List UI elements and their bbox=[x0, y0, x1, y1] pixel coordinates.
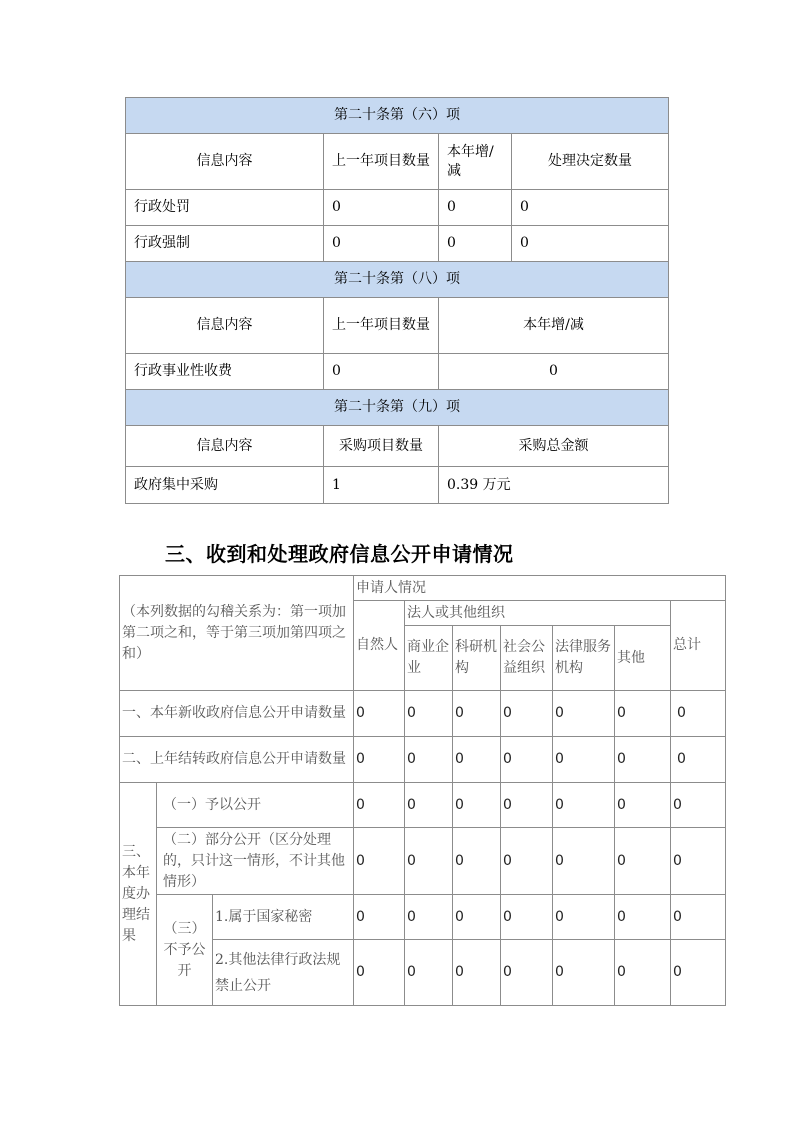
table-row bbox=[126, 190, 669, 226]
cell-value: 0 bbox=[671, 691, 726, 737]
header-prev-year-count: 上一年项目数量 bbox=[324, 134, 439, 190]
section-heading: 三、收到和处理政府信息公开申请情况 bbox=[165, 542, 514, 566]
cell-value: 0 bbox=[671, 895, 726, 940]
cell-value: 0 bbox=[453, 691, 501, 737]
article-20-table bbox=[125, 97, 669, 504]
row-label: 1.属于国家秘密 bbox=[213, 895, 354, 940]
cell-value: 0 bbox=[615, 691, 671, 737]
row-label: （二）部分公开（区分处理的，只计这一情形，不计其他情形） bbox=[157, 828, 354, 895]
section-9-title: 第二十条第（九）项 bbox=[126, 390, 669, 426]
cell-value: 0 bbox=[501, 691, 553, 737]
cell-value: 0.39 万元 bbox=[439, 467, 669, 504]
table-row bbox=[126, 226, 669, 262]
header-info-content: 信息内容 bbox=[126, 134, 324, 190]
header-info-content: 信息内容 bbox=[126, 298, 324, 354]
header-change: 本年增/减 bbox=[439, 298, 669, 354]
cell-value: 0 bbox=[324, 190, 439, 226]
cell-value: 0 bbox=[501, 895, 553, 940]
table-row bbox=[126, 467, 669, 504]
cell-value: 0 bbox=[553, 940, 615, 1006]
cell-value: 0 bbox=[453, 895, 501, 940]
cell-value: 0 bbox=[615, 737, 671, 783]
section-8-title: 第二十条第（八）项 bbox=[126, 262, 669, 298]
table-row bbox=[120, 691, 726, 737]
total-header: 总计 bbox=[671, 601, 726, 691]
cell-value: 0 bbox=[671, 737, 726, 783]
cell-value: 0 bbox=[324, 226, 439, 262]
cell-value: 0 bbox=[553, 691, 615, 737]
cell-value: 0 bbox=[453, 783, 501, 828]
org-type-research: 科研机构 bbox=[453, 626, 501, 691]
table-row bbox=[120, 828, 726, 895]
cell-value: 0 bbox=[501, 828, 553, 895]
cell-value: 0 bbox=[405, 940, 453, 1006]
cell-value: 0 bbox=[354, 691, 405, 737]
cell-value: 0 bbox=[405, 783, 453, 828]
cell-value: 0 bbox=[671, 783, 726, 828]
org-type-legal-service: 法律服务机构 bbox=[553, 626, 615, 691]
cell-value: 0 bbox=[553, 783, 615, 828]
table-row bbox=[126, 354, 669, 390]
cell-value: 0 bbox=[439, 354, 669, 390]
cell-value: 0 bbox=[405, 895, 453, 940]
cell-value: 0 bbox=[354, 940, 405, 1006]
cell-value: 0 bbox=[553, 895, 615, 940]
row-label: 行政强制 bbox=[126, 226, 324, 262]
cell-value: 0 bbox=[501, 940, 553, 1006]
cell-value: 0 bbox=[354, 737, 405, 783]
header-change: 本年增/减 bbox=[439, 134, 512, 190]
header-purchase-amount: 采购总金额 bbox=[439, 426, 669, 467]
information-request-table bbox=[119, 575, 726, 1006]
table-row bbox=[120, 895, 726, 940]
header-decision-count: 处理决定数量 bbox=[512, 134, 669, 190]
row-label: 二、上年结转政府信息公开申请数量 bbox=[120, 737, 354, 783]
cell-value: 0 bbox=[553, 737, 615, 783]
org-type-commercial: 商业企业 bbox=[405, 626, 453, 691]
row-label: 一、本年新收政府信息公开申请数量 bbox=[120, 691, 354, 737]
cell-value: 0 bbox=[615, 783, 671, 828]
cell-value: 0 bbox=[405, 737, 453, 783]
cell-value: 0 bbox=[671, 828, 726, 895]
header-purchase-count: 采购项目数量 bbox=[324, 426, 439, 467]
cell-value: 0 bbox=[354, 828, 405, 895]
natural-person-header: 自然人 bbox=[354, 601, 405, 691]
result-group-label: 三、本年度办理结果 bbox=[120, 783, 157, 1006]
cell-value: 0 bbox=[512, 190, 669, 226]
cell-value: 0 bbox=[453, 828, 501, 895]
cell-value: 0 bbox=[615, 940, 671, 1006]
applicant-header: 申请人情况 bbox=[354, 576, 726, 601]
cell-value: 0 bbox=[671, 940, 726, 1006]
table-row bbox=[120, 783, 726, 828]
cell-value: 0 bbox=[405, 828, 453, 895]
legal-group-header: 法人或其他组织 bbox=[405, 601, 671, 626]
cell-value: 0 bbox=[405, 691, 453, 737]
row-label: （一）予以公开 bbox=[157, 783, 354, 828]
cell-value: 0 bbox=[354, 895, 405, 940]
cell-value: 0 bbox=[501, 783, 553, 828]
org-type-other: 其他 bbox=[615, 626, 671, 691]
header-prev-year-count: 上一年项目数量 bbox=[324, 298, 439, 354]
row-label: 行政处罚 bbox=[126, 190, 324, 226]
cell-value: 0 bbox=[453, 940, 501, 1006]
row-label: 政府集中采购 bbox=[126, 467, 324, 504]
cell-value: 0 bbox=[439, 226, 512, 262]
relation-note: （本列数据的勾稽关系为：第一项加第二项之和，等于第三项加第四项之和） bbox=[120, 576, 354, 691]
cell-value: 0 bbox=[615, 828, 671, 895]
cell-value: 0 bbox=[324, 354, 439, 390]
table-row bbox=[120, 737, 726, 783]
cell-value: 1 bbox=[324, 467, 439, 504]
header-info-content: 信息内容 bbox=[126, 426, 324, 467]
section-6-title: 第二十条第（六）项 bbox=[126, 98, 669, 134]
row-label: 行政事业性收费 bbox=[126, 354, 324, 390]
org-type-public-welfare: 社会公益组织 bbox=[501, 626, 553, 691]
cell-value: 0 bbox=[354, 783, 405, 828]
cell-value: 0 bbox=[439, 190, 512, 226]
cell-value: 0 bbox=[501, 737, 553, 783]
cell-value: 0 bbox=[512, 226, 669, 262]
cell-value: 0 bbox=[615, 895, 671, 940]
row-label: 2.其他法律行政法规禁止公开 bbox=[213, 940, 354, 1006]
not-open-group-label: （三）不予公开 bbox=[157, 895, 213, 1006]
cell-value: 0 bbox=[453, 737, 501, 783]
cell-value: 0 bbox=[553, 828, 615, 895]
